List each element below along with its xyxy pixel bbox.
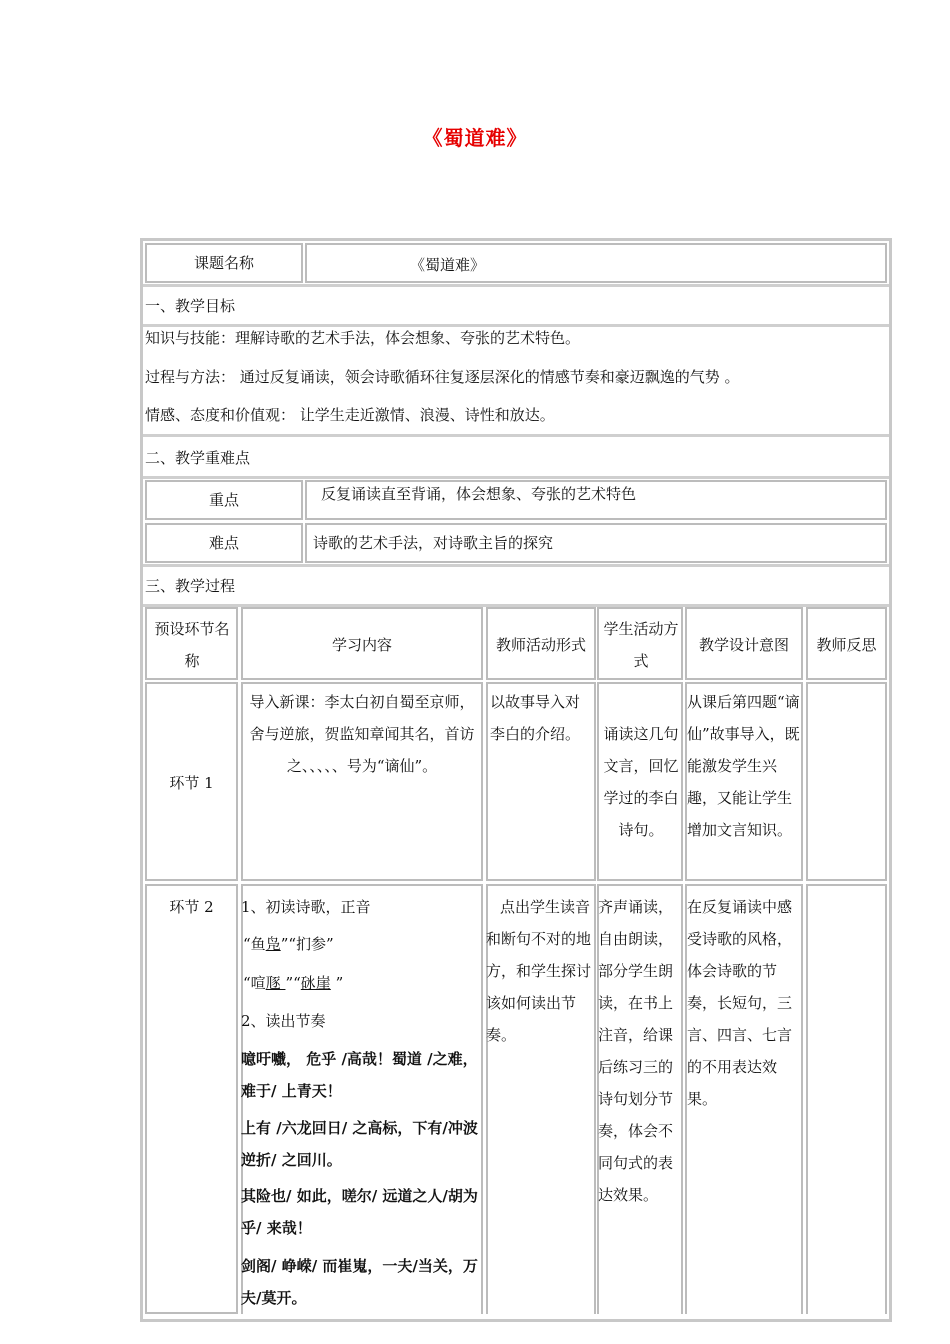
content-line-part: “鱼 — [243, 935, 266, 953]
content-line: 2、读出节奏 — [241, 1012, 326, 1030]
table-row-intent — [685, 884, 803, 1314]
content-line-part: ”“ — [285, 974, 301, 992]
column-header — [241, 607, 483, 680]
column-header-student: 学生活动方式 — [603, 620, 679, 670]
focus-value-cell — [305, 480, 887, 520]
content-line — [243, 928, 334, 960]
difficulty-value: 诗歌的艺术手法，对诗歌主旨的探究 — [313, 534, 554, 552]
table-row-teacher — [486, 884, 596, 1314]
design-intent: 从课后第四题“谪仙”故事导入，既能激发学生兴趣，又能让学生增加文言知识。 — [687, 693, 800, 839]
pinyin-underline: 凫 — [265, 935, 281, 953]
design-intent: 在反复诵读中感受诗歌的风格，体会诗歌的节奏，长短句，三言、四言、七言的不用表达效果。 — [687, 898, 793, 1108]
table-row-content — [241, 682, 483, 881]
objective-process: 过程与方法： 通过反复诵读，领会诗歌循环往复逐层深化的情感节奏和豪迈飘逸的气势 。 — [145, 368, 740, 386]
content-line-part: ” — [330, 974, 344, 992]
table-row-teacher — [486, 682, 596, 881]
objective-emotion: 情感、态度和价值观： 让学生走近激情、浪漫、诗性和放达。 — [145, 406, 555, 424]
content-text: 导入新课：李太白初自蜀至京师，舍与逆旅，贺监知章闻其名，首访之、、、、、号为“谪仙”。 — [249, 693, 475, 775]
course-label: 课题名称 — [193, 254, 254, 272]
student-activity: 齐声诵读，自由朗读，部分学生朗读，在书上注音，给课后练习三的诗句划分节奏，体会不同句式的表达效果。 — [598, 898, 674, 1204]
table-row-intent — [685, 682, 803, 881]
objectives-heading: 一、教学目标 — [145, 297, 236, 315]
column-header — [486, 607, 596, 680]
pinyin-underline: 豗 — [265, 974, 286, 992]
difficulty-value-cell — [305, 523, 887, 563]
column-header-reflection: 教师反思 — [816, 636, 877, 654]
pinyin-underline: 砯崖 — [300, 974, 331, 992]
student-activity: 诵读这几句文言，回忆学过的李白诗句。 — [603, 725, 679, 839]
rhythm-verse: 噫吁嚱， 危乎 /高哉！蜀道 /之难，难于/ 上青天！ — [241, 1050, 478, 1100]
difficulty-label-cell — [145, 523, 303, 563]
course-value-cell — [305, 243, 887, 283]
content-line-part: “喧 — [243, 974, 266, 992]
column-header-intent: 教学设计意图 — [698, 636, 789, 654]
table-row-student — [597, 884, 683, 1314]
keypoints-heading: 二、教学重难点 — [145, 449, 251, 467]
table-row-student — [597, 682, 683, 881]
rhythm-verse: 上有 /六龙回日/ 之高标，下有/冲波逆折/ 之回川。 — [241, 1119, 478, 1169]
focus-label-cell — [145, 480, 303, 520]
column-header — [685, 607, 803, 680]
content-line: 1、初读诗歌，正音 — [241, 898, 371, 916]
rhythm-verse: 其险也/ 如此，嗟尔/ 远道之人/胡为乎/ 来哉！ — [241, 1187, 478, 1237]
column-header-teacher: 教师活动形式 — [495, 636, 586, 654]
table-row-stage — [145, 682, 238, 881]
table-row-content — [241, 884, 483, 1314]
difficulty-label: 难点 — [208, 534, 239, 552]
course-value: 《蜀道难》 — [410, 256, 486, 274]
column-header-content: 学习内容 — [331, 636, 392, 654]
column-header — [145, 607, 238, 680]
table-row-reflection — [806, 682, 887, 881]
focus-label: 重点 — [208, 491, 239, 509]
course-label-cell — [145, 243, 303, 283]
process-heading: 三、教学过程 — [145, 577, 236, 595]
stage-label: 环节 1 — [169, 774, 214, 792]
table-row-reflection — [806, 884, 887, 1314]
content-line-part: ”“扪参” — [280, 935, 334, 953]
focus-value: 反复诵读直至背诵，体会想象、夸张的艺术特色 — [321, 485, 637, 503]
page-title: 《蜀道难》 — [422, 126, 528, 150]
column-header — [806, 607, 887, 680]
content-line — [243, 967, 343, 999]
table-row-stage — [145, 884, 238, 1314]
rhythm-verse: 剑阁/ 峥嵘/ 而崔嵬，一夫/当关，万夫/莫开。 — [241, 1257, 478, 1307]
stage-label: 环节 2 — [169, 898, 214, 916]
column-header-stage: 预设环节名称 — [154, 620, 230, 670]
row-divider — [143, 564, 889, 567]
objective-knowledge: 知识与技能：理解诗歌的艺术手法，体会想象、夸张的艺术特色。 — [145, 329, 581, 347]
teacher-activity: 以故事导入对李白的介绍。 — [490, 693, 581, 743]
teacher-activity: 点出学生读音和断句不对的地方，和学生探讨该如何读出节奏。 — [486, 898, 592, 1044]
row-divider — [143, 284, 889, 287]
row-divider — [143, 434, 889, 437]
column-header — [597, 607, 683, 680]
